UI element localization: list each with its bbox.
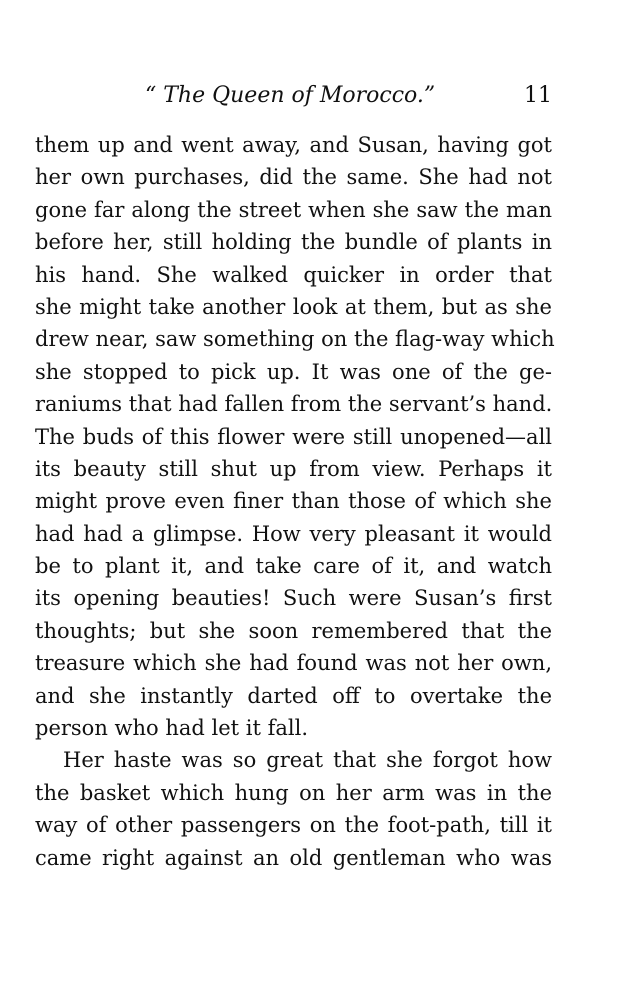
text-line: its beauty still shut up from view. Perhaps it — [35, 456, 552, 481]
text-line: be to plant it, and take care of it, and watch — [35, 554, 552, 579]
text-line: and she instantly darted off to overtake the — [35, 683, 552, 708]
text-line: The buds of this flower were still unopened—all — [35, 424, 552, 449]
text-line: person who had let it fall. — [35, 716, 308, 741]
text-line: might prove even finer than those of which she — [35, 489, 552, 514]
text-line: her own purchases, did the same. She had not — [35, 165, 552, 190]
text-line: the basket which hung on her arm was in the — [35, 780, 552, 805]
text-line: treasure which she had found was not her own, — [35, 651, 552, 676]
text-line: raniums that had fallen from the servant’s hand. — [35, 392, 553, 417]
running-title: “ The Queen of Morocco.” — [145, 83, 436, 108]
body-text — [35, 129, 555, 874]
page-number: 11 — [524, 83, 552, 108]
text-line: its opening beauties! Such were Susan’s first — [35, 586, 552, 611]
text-line: thoughts; but she soon remembered that the — [35, 618, 552, 643]
paragraph — [35, 744, 552, 874]
text-line: drew near, saw something on the flag-way which — [35, 327, 555, 352]
running-header — [35, 80, 552, 112]
text-line: gone far along the street when she saw the man — [35, 197, 552, 222]
text-line: his hand. She walked quicker in order that — [35, 262, 552, 287]
text-line: before her, still holding the bundle of plants in — [35, 230, 552, 255]
text-line: way of other passengers on the foot-path, till it — [35, 813, 552, 838]
text-line: came right against an old gentleman who was — [35, 845, 552, 870]
text-line: she stopped to pick up. It was one of the ge- — [35, 359, 552, 384]
text-line: had had a glimpse. How very pleasant it would — [35, 521, 552, 546]
text-line: them up and went away, and Susan, having got — [35, 133, 552, 157]
paragraph — [35, 129, 555, 744]
text-line: she might take another look at them, but as she — [35, 294, 552, 319]
text-line: Her haste was so great that she forgot how — [63, 748, 552, 773]
